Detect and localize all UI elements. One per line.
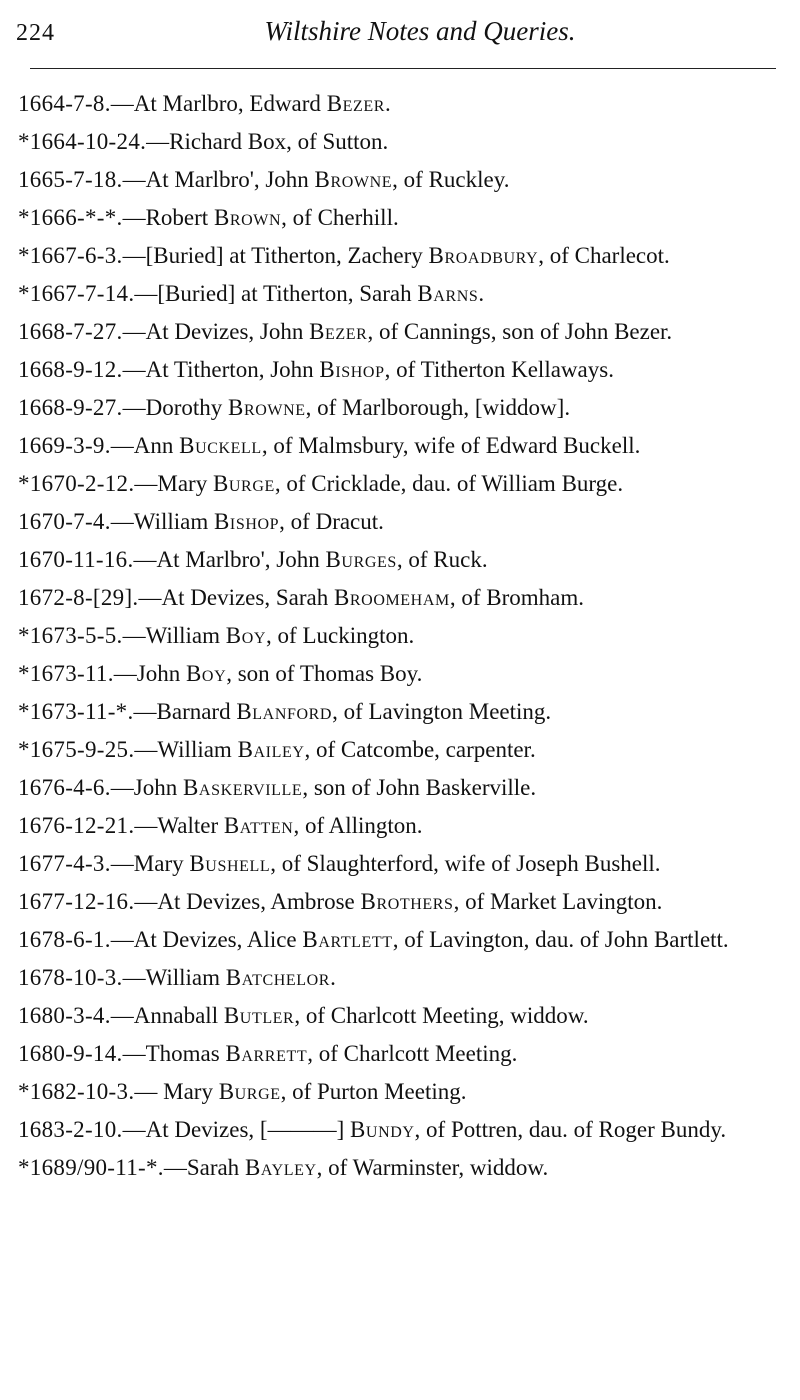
list-item — [18, 392, 782, 424]
list-item — [18, 772, 782, 804]
entry-text: —At Devizes, John — [122, 319, 310, 344]
entry-date: 1669-3-9. — [18, 433, 111, 458]
entry-date: 1665-7-18. — [18, 167, 123, 192]
entry-date: *1666-*-*. — [18, 205, 123, 230]
list-item — [18, 164, 782, 196]
entry-text-end: , of Cherhill. — [281, 205, 399, 230]
entry-text: —Walter — [134, 813, 224, 838]
entry-text: —Robert — [122, 205, 214, 230]
entry-text: —At Titherton, John — [122, 357, 320, 382]
entry-date: 1672-8-[29]. — [18, 585, 139, 610]
running-title: Wiltshire Notes and Queries. — [264, 16, 576, 46]
list-item — [18, 354, 782, 386]
list-item — [18, 468, 782, 500]
entry-text-end: , of Ruck. — [396, 547, 488, 572]
entry-text: — Mary — [134, 1079, 219, 1104]
list-item — [18, 962, 782, 994]
entry-text-end: , of Bromham. — [449, 585, 584, 610]
entry-surname: Boy — [185, 661, 227, 686]
entry-text-end: , of Cannings, son of John Bezer. — [367, 319, 673, 344]
entry-text-end: , of Allington. — [293, 813, 423, 838]
list-item — [18, 582, 782, 614]
entry-surname: Brothers — [360, 889, 454, 914]
page-header — [0, 0, 800, 70]
list-item — [18, 848, 782, 880]
entry-text-end: , of Warminster, widdow. — [316, 1155, 549, 1180]
entry-date: 1677-4-3. — [18, 851, 111, 876]
entry-date: *1673-5-5. — [18, 623, 123, 648]
entry-text: —At Marlbro', John — [133, 547, 326, 572]
entry-text-end: , of Catcombe, carpenter. — [304, 737, 536, 762]
entry-date: 1677-12-16. — [18, 889, 135, 914]
entry-surname: Broomeham — [333, 585, 450, 610]
entry-list — [18, 88, 782, 1190]
entry-date: 1664-7-8. — [18, 91, 111, 116]
entry-text: —Thomas — [122, 1041, 226, 1066]
entry-text: —William — [122, 965, 226, 990]
entry-surname: Barns — [417, 281, 479, 306]
entry-date: 1668-9-27. — [18, 395, 123, 420]
entry-text: —At Marlbro, Edward — [110, 91, 327, 116]
entry-date: 1678-6-1. — [18, 927, 111, 952]
header-rule — [30, 68, 776, 69]
entry-text: —William — [110, 509, 214, 534]
entry-date: 1676-12-21. — [18, 813, 135, 838]
entry-date: 1668-7-27. — [18, 319, 123, 344]
entry-surname: Bishop — [319, 357, 385, 382]
entry-text-end: , of Charlecot. — [538, 243, 670, 268]
entry-text: —Ann — [110, 433, 180, 458]
entry-text-end: , of Purton Meeting. — [280, 1079, 467, 1104]
entry-text-end: , of Lavington, dau. of John Bartlett. — [392, 927, 729, 952]
entry-text-end: , of Pottren, dau. of Roger Bundy. — [414, 1117, 727, 1142]
list-item — [18, 734, 782, 766]
entry-surname: Boy — [225, 623, 267, 648]
list-item — [18, 544, 782, 576]
entry-surname: Brown — [213, 205, 282, 230]
entry-text: —Mary — [110, 851, 190, 876]
entry-text: —John — [113, 661, 186, 686]
list-item — [18, 88, 782, 120]
entry-date: *1670-2-12. — [18, 471, 135, 496]
entry-surname: Butler — [223, 1003, 295, 1028]
entry-text-end: , of Titherton Kellaways. — [384, 357, 614, 382]
entry-text: —William — [122, 623, 226, 648]
entry-surname: Bishop — [213, 509, 280, 534]
entry-surname: Bundy — [349, 1117, 415, 1142]
entry-surname: Bezer — [309, 319, 368, 344]
entry-text: —Barnard — [133, 699, 237, 724]
entry-date: 1680-9-14. — [18, 1041, 123, 1066]
list-item — [18, 202, 782, 234]
entry-text: —[Buried] at Titherton, Sarah — [134, 281, 418, 306]
list-item — [18, 278, 782, 310]
entry-date: 1670-7-4. — [18, 509, 111, 534]
list-item — [18, 1114, 782, 1146]
entry-surname: Batchelor — [225, 965, 331, 990]
entry-surname: Browne — [228, 395, 306, 420]
list-item — [18, 810, 782, 842]
entry-date: *1667-6-3. — [18, 243, 123, 268]
entry-text-end: , of Luckington. — [266, 623, 415, 648]
entry-text: —At Devizes, Alice — [110, 927, 303, 952]
entry-date: 1678-10-3. — [18, 965, 123, 990]
entry-surname: Blanford — [236, 699, 333, 724]
entry-text: —At Devizes, Sarah — [138, 585, 334, 610]
entry-surname: Bailey — [237, 737, 305, 762]
entry-text: —At Marlbro', John — [122, 167, 315, 192]
entry-text: —Annaball — [110, 1003, 224, 1028]
entry-text-end: , son of Thomas Boy. — [226, 661, 423, 686]
entry-date: *1673-11. — [18, 661, 114, 686]
entry-text-end: , of Cricklade, dau. of William Burge. — [274, 471, 624, 496]
entry-surname: Batten — [223, 813, 294, 838]
entry-text-end: , son of John Baskerville. — [302, 775, 537, 800]
entry-text-end: , of Malmsbury, wife of Edward Buckell. — [261, 433, 641, 458]
entry-text-end: , of Lavington Meeting. — [332, 699, 552, 724]
entry-text: —Mary — [134, 471, 213, 496]
entry-date: *1673-11-*. — [18, 699, 134, 724]
entry-surname: Bezer — [326, 91, 386, 116]
list-item — [18, 886, 782, 918]
entry-surname: Burge — [218, 1079, 281, 1104]
entry-surname: Bayley — [244, 1155, 317, 1180]
entry-date: 1670-11-16. — [18, 547, 134, 572]
entry-surname: Burge — [212, 471, 275, 496]
list-item — [18, 1000, 782, 1032]
list-item — [18, 696, 782, 728]
entry-date: *1689/90-11-*. — [18, 1155, 164, 1180]
entry-text-end: , of Slaughterford, wife of Joseph Bushell. — [270, 851, 661, 876]
entry-text-end: . — [385, 91, 391, 116]
entry-text-end: , of Dracut. — [279, 509, 384, 534]
entry-date: *1682-10-3. — [18, 1079, 135, 1104]
list-item — [18, 240, 782, 272]
entry-text-end: , of Ruckley. — [392, 167, 510, 192]
entry-text-end: , of Market Lavington. — [453, 889, 663, 914]
entry-date: 1683-2-10. — [18, 1117, 123, 1142]
list-item — [18, 1076, 782, 1108]
list-item — [18, 658, 782, 690]
list-item — [18, 430, 782, 462]
entry-text: —Sarah — [163, 1155, 245, 1180]
list-item — [18, 1038, 782, 1070]
entry-text: —[Buried] at Titherton, Zachery — [122, 243, 429, 268]
entry-date: *1675-9-25. — [18, 737, 135, 762]
entry-date: *1667-7-14. — [18, 281, 135, 306]
entry-text-end: , of Charlcott Meeting. — [307, 1041, 518, 1066]
entry-text-end: , of Marlborough, [widdow]. — [305, 395, 571, 420]
entry-surname: Browne — [314, 167, 393, 192]
entry-text: —At Devizes, Ambrose — [134, 889, 361, 914]
list-item — [18, 126, 782, 158]
entry-text-end: . — [478, 281, 485, 306]
entry-text-end: . — [330, 965, 336, 990]
entry-surname: Barrett — [225, 1041, 308, 1066]
entry-date: 1680-3-4. — [18, 1003, 111, 1028]
list-item — [18, 506, 782, 538]
entry-date: 1676-4-6. — [18, 775, 111, 800]
entry-date: 1668-9-12. — [18, 357, 123, 382]
entry-surname: Bartlett — [302, 927, 393, 952]
entry-date: *1664-10-24. — [18, 129, 147, 154]
entry-surname: Bushell — [189, 851, 271, 876]
list-item — [18, 620, 782, 652]
list-item — [18, 316, 782, 348]
page-number: 224 — [16, 20, 55, 46]
entry-surname: Baskerville — [182, 775, 303, 800]
entry-text-end: , of Charlcott Meeting, widdow. — [294, 1003, 589, 1028]
entry-text: —John — [110, 775, 183, 800]
list-item — [18, 1152, 782, 1184]
entry-surname: Burges — [325, 547, 397, 572]
list-item — [18, 924, 782, 956]
entry-text: —Richard Box, of Sutton. — [146, 129, 389, 154]
entry-surname: Broadbury — [428, 243, 539, 268]
entry-text: —Dorothy — [122, 395, 228, 420]
entry-surname: Buckell — [179, 433, 262, 458]
entry-text: —At Devizes, [———] — [122, 1117, 350, 1142]
entry-text: —William — [134, 737, 238, 762]
